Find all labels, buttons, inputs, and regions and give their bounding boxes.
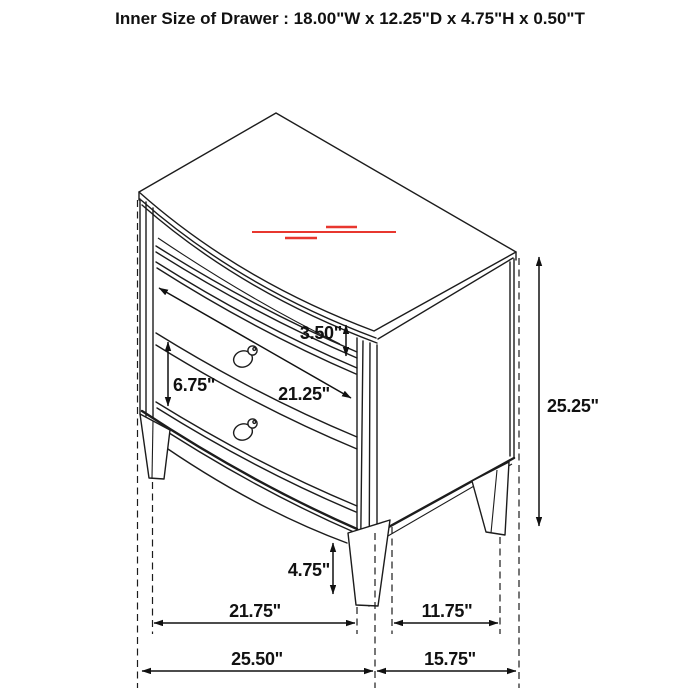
dim-label-shelf-opening-height: 3.50" (299, 323, 342, 343)
dim-label-drawer-section-height: 6.75" (173, 375, 216, 395)
front-left-leg (140, 414, 170, 479)
dim-label-overall-depth: 15.75" (424, 649, 476, 669)
dim-label-front-leg-span: 21.75" (229, 601, 281, 621)
front-right-leg (348, 520, 390, 606)
dim-overall-depth (377, 649, 516, 671)
front-left-stile (140, 199, 153, 418)
dim-front-leg-span (154, 601, 355, 623)
dim-label-overall-height: 25.25" (547, 396, 599, 416)
drawer-2 (156, 345, 357, 512)
dim-label-overall-width: 25.50" (231, 649, 283, 669)
drawer-knob (231, 419, 257, 443)
dim-side-leg-span (394, 601, 498, 623)
dim-label-drawer-face-width: 21.25" (278, 384, 330, 404)
dim-label-side-leg-span: 11.75" (421, 601, 473, 621)
nightstand (139, 113, 516, 606)
drawer-knob (231, 346, 257, 370)
diagram-title: Inner Size of Drawer : 18.00"W x 12.25"D x 4.75"H x 0.50"T (115, 9, 585, 28)
dim-overall-height (539, 257, 599, 526)
dim-drawer-section-height (168, 342, 215, 406)
back-right-leg (472, 462, 509, 535)
dim-label-leg-height: 4.75" (287, 560, 330, 580)
dim-leg-height (288, 543, 333, 594)
dim-overall-width (142, 649, 373, 671)
